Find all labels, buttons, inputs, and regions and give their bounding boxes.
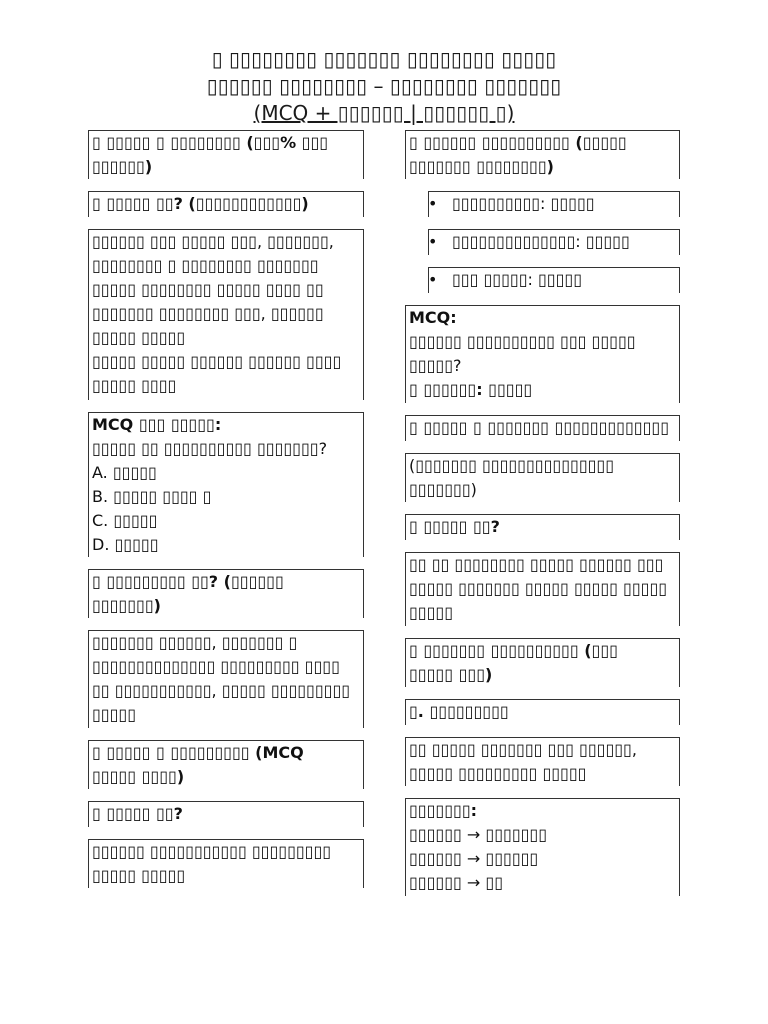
mcq-option: B. ▯▯▯▯▯ ▯▯▯▯ ▯ [92, 487, 212, 506]
document-header [0, 46, 768, 127]
heading-text: ▯ ▯▯▯▯▯ ▯ ▯▯▯▯▯▯▯▯ (▯▯▯% ▯▯▯ [92, 133, 329, 152]
bullet-text: ▯▯▯▯▯▯▯▯▯▯▯▯▯▯: ▯▯▯▯▯ [452, 232, 630, 251]
body-text: ▯▯▯▯▯▯▯▯▯▯▯▯▯▯ ▯▯▯▯▯▯▯▯▯ ▯▯▯▯ [92, 657, 340, 676]
subheading-box [405, 699, 680, 725]
heading-text: ▯ ▯▯▯▯▯ ▯ ▯▯▯▯▯▯▯▯▯ (MCQ [92, 743, 304, 762]
heading-text: ▯ ▯▯▯▯▯▯▯ ▯▯▯▯▯▯▯▯▯▯ (▯▯▯ [409, 641, 618, 660]
right-column [405, 130, 680, 908]
body-text: ▯▯▯▯▯▯▯ ▯▯▯▯▯▯▯▯ ▯▯▯, ▯▯▯▯▯▯ [92, 304, 324, 323]
body-text: ▯▯▯▯▯▯ ▯▯▯ ▯▯▯▯▯ ▯▯▯, ▯▯▯▯▯▯▯, [92, 232, 334, 251]
heading-text: ▯▯▯▯▯▯▯ ▯▯▯▯▯▯▯▯) [409, 157, 554, 176]
bullet-item [428, 229, 680, 255]
heading-text: ▯. ▯▯▯▯▯▯▯▯▯ [409, 702, 509, 721]
mcq-title: MCQ: [409, 308, 457, 327]
answer-box [405, 552, 680, 626]
heading-text: ▯ ▯▯▯▯▯ ▯ ▯▯▯▯▯▯▯ ▯▯▯▯▯▯▯▯▯▯▯▯▯ [409, 418, 670, 437]
body-text: (▯▯▯▯▯▯▯ ▯▯▯▯▯▯▯▯▯▯▯▯▯▯▯ [409, 456, 615, 475]
bullet-icon: • [428, 194, 438, 213]
example-box [405, 798, 680, 896]
example-row: ▯▯▯▯▯▯ → ▯▯▯▯▯▯ [409, 849, 539, 868]
heading-text: ▯▯▯▯▯ ▯▯▯) [409, 665, 493, 684]
heading-text: ▯▯▯▯▯▯) [92, 157, 153, 176]
answer-box [405, 737, 680, 786]
body-text: ▯▯▯▯▯ ▯▯▯▯▯ [92, 866, 186, 885]
question-heading-box [88, 191, 364, 217]
section-heading-box [405, 638, 680, 687]
body-text: ▯▯▯▯▯ ▯▯▯▯▯▯▯▯▯ ▯▯▯▯▯ [409, 764, 587, 783]
bullet-item [428, 267, 680, 293]
bullet-icon: • [428, 232, 438, 251]
mcq-question: ▯▯▯▯▯▯ ▯▯▯▯▯▯▯▯▯▯ ▯▯▯ ▯▯▯▯▯ [409, 332, 636, 351]
mcq-title: MCQ ▯▯▯ ▯▯▯▯▯: [92, 415, 222, 434]
answer-box [88, 839, 364, 888]
mcq-option: C. ▯▯▯▯▯ [92, 511, 158, 530]
body-text: ▯▯ ▯▯▯▯▯▯▯▯▯▯▯, ▯▯▯▯▯ ▯▯▯▯▯▯▯▯▯ [92, 681, 351, 700]
definition-box [88, 229, 364, 400]
bullet-text: ▯▯▯ ▯▯▯▯▯: ▯▯▯▯▯ [452, 270, 583, 289]
bullet-item [428, 191, 680, 217]
body-text: ▯▯▯▯▯▯▯ ▯▯▯▯▯▯, ▯▯▯▯▯▯▯ ▯ [92, 633, 298, 652]
body-text: ▯▯ ▯▯ ▯▯▯▯▯▯▯▯ ▯▯▯▯▯ ▯▯▯▯▯▯ ▯▯▯ [409, 555, 664, 574]
body-text: ▯▯▯▯▯ ▯▯▯▯▯▯▯▯ ▯▯▯▯▯ ▯▯▯▯ ▯▯ [92, 280, 324, 299]
section-heading-box [88, 130, 364, 179]
question-heading-box [88, 569, 364, 618]
section-heading-box [405, 415, 680, 441]
mcq-answer: ▯ ▯▯▯▯▯▯: ▯▯▯▯▯ [409, 380, 533, 399]
bullet-icon: • [428, 270, 438, 289]
body-text: ▯▯ ▯▯▯▯▯ ▯▯▯▯▯▯▯ ▯▯▯ ▯▯▯▯▯▯, [409, 740, 637, 759]
section-heading-box [88, 740, 364, 789]
title-line-3: (MCQ + ▯▯▯▯▯▯ | ▯▯▯▯▯▯ ▯) [253, 101, 515, 125]
example-title: ▯▯▯▯▯▯▯: [409, 801, 478, 820]
body-text: ▯▯▯▯▯ [409, 603, 454, 622]
heading-text: ▯ ▯▯▯▯▯ ▯▯? [92, 804, 183, 823]
example-row: ▯▯▯▯▯▯ → ▯▯ [409, 873, 504, 892]
subtitle-box [405, 453, 680, 502]
title-line-2: ▯▯▯▯▯▯ ▯▯▯▯▯▯▯▯ – ▯▯▯▯▯▯▯▯ ▯▯▯▯▯▯▯ [206, 74, 562, 98]
left-column [88, 130, 364, 900]
answer-box [88, 630, 364, 728]
body-text: ▯▯▯▯▯ ▯▯▯▯▯ [92, 328, 186, 347]
body-text: ▯▯▯▯▯ ▯▯▯▯▯▯▯ ▯▯▯▯▯ ▯▯▯▯▯ ▯▯▯▯▯ [409, 579, 668, 598]
body-text: ▯▯▯▯▯ ▯▯▯▯ [92, 376, 177, 395]
heading-text: ▯ ▯▯▯▯▯ ▯▯? (▯▯▯▯▯▯▯▯▯▯▯▯) [92, 194, 309, 213]
body-text: ▯▯▯▯▯▯▯▯ ▯ ▯▯▯▯▯▯▯▯ ▯▯▯▯▯▯▯ [92, 256, 319, 275]
body-text: ▯▯▯▯▯ [92, 705, 137, 724]
mcq-box [88, 412, 364, 557]
heading-text: ▯ ▯▯▯▯▯ ▯▯? [409, 517, 500, 536]
title-line-1: ▯ ▯▯▯▯▯▯▯▯ ▯▯▯▯▯▯▯ ▯▯▯▯▯▯▯▯ ▯▯▯▯▯ [211, 47, 557, 71]
bullet-text: ▯▯▯▯▯▯▯▯▯▯: ▯▯▯▯▯ [452, 194, 595, 213]
section-heading-box [405, 130, 680, 179]
heading-text: ▯▯▯▯▯ ▯▯▯▯) [92, 767, 185, 786]
example-row: ▯▯▯▯▯▯ → ▯▯▯▯▯▯▯ [409, 825, 548, 844]
question-heading-box [88, 801, 364, 827]
mcq-question: ▯▯▯▯▯ ▯▯ ▯▯▯▯▯▯▯▯▯▯ ▯▯▯▯▯▯▯? [92, 439, 328, 458]
mcq-option: A. ▯▯▯▯▯ [92, 463, 157, 482]
mcq-question: ▯▯▯▯▯? [409, 356, 462, 375]
body-text: ▯▯▯▯▯ ▯▯▯▯▯ ▯▯▯▯▯▯ ▯▯▯▯▯▯ ▯▯▯▯ [92, 352, 342, 371]
heading-text: ▯ ▯▯▯▯▯▯▯▯▯ ▯▯? (▯▯▯▯▯▯ [92, 572, 284, 591]
mcq-option: D. ▯▯▯▯▯ [92, 535, 159, 554]
question-heading-box [405, 514, 680, 540]
heading-text: ▯▯▯▯▯▯▯) [92, 596, 161, 615]
body-text: ▯▯▯▯▯▯ ▯▯▯▯▯▯▯▯▯▯▯ ▯▯▯▯▯▯▯▯▯ [92, 842, 332, 861]
mcq-box [405, 305, 680, 403]
body-text: ▯▯▯▯▯▯▯) [409, 480, 477, 499]
heading-text: ▯ ▯▯▯▯▯▯ ▯▯▯▯▯▯▯▯▯▯ (▯▯▯▯▯ [409, 133, 627, 152]
